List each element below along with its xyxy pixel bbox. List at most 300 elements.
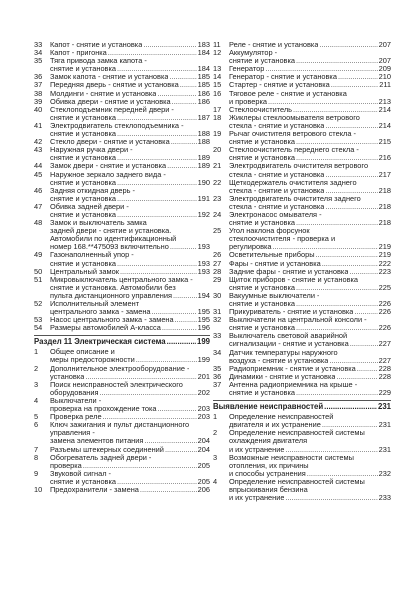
toc-entry xyxy=(213,41,391,49)
entry-number: 40 xyxy=(34,104,43,114)
toc-entry xyxy=(213,90,391,106)
dot-leader xyxy=(296,284,378,292)
toc-entry xyxy=(34,81,210,89)
entry-title: Щиток приборов - снятие и установка xyxy=(229,275,359,284)
dot-leader xyxy=(325,187,377,195)
entry-number: 51 xyxy=(34,274,43,284)
entry-title: Аккумулятор - xyxy=(229,49,278,58)
entry-title: Тяговое реле - снятие и установка xyxy=(229,89,347,98)
entry-page: 227 xyxy=(378,339,391,349)
entry-title: Разъемы штекерных соединений xyxy=(50,445,164,454)
dot-leader xyxy=(180,81,197,89)
toc-entry xyxy=(34,316,210,324)
toc-entry xyxy=(34,381,210,397)
entry-page: 222 xyxy=(378,258,391,268)
entry-title: снятие и установка xyxy=(229,219,295,228)
entry-title: Насос центрального замка - замена xyxy=(50,316,174,325)
dot-leader xyxy=(265,65,377,73)
toc-entry xyxy=(34,470,210,486)
entry-number: 17 xyxy=(213,104,222,114)
dot-leader xyxy=(268,98,378,106)
entry-title: Капот - пригонка xyxy=(50,49,107,58)
toc-entry xyxy=(213,268,391,276)
entry-number: 2 xyxy=(213,428,218,438)
entry-page: 223 xyxy=(378,266,391,276)
entry-title: управления - xyxy=(50,429,95,438)
entry-title: Дополнительное электрооборудование - xyxy=(50,364,190,373)
entry-page: 195 xyxy=(197,315,210,325)
entry-page: 186 xyxy=(197,88,210,98)
entry-number: 50 xyxy=(34,266,43,276)
entry-title: снятие и установка xyxy=(229,300,295,308)
entry-title: Определение неисправностей xyxy=(229,413,334,422)
entry-number: 27 xyxy=(213,258,222,268)
entry-number: 8 xyxy=(34,452,39,462)
dot-leader xyxy=(83,462,197,470)
entry-title: Капот - снятие и установка xyxy=(50,41,143,49)
entry-number: 37 xyxy=(34,80,43,90)
entry-title: Определение неисправностей системы xyxy=(229,429,365,438)
entry-page: 209 xyxy=(378,64,391,74)
dot-leader xyxy=(117,478,197,486)
entry-title: снятие и установка xyxy=(50,65,116,74)
entry-number: 35 xyxy=(213,363,222,373)
entry-title: Электронасос омывателя - xyxy=(229,210,322,219)
entry-title: впрыскивания бензина xyxy=(229,485,308,494)
toc-entry xyxy=(213,413,391,429)
dot-leader xyxy=(354,308,377,316)
toc-entry xyxy=(213,308,391,316)
entry-number: 54 xyxy=(34,323,43,333)
toc-entry xyxy=(213,365,391,373)
entry-page: 193 xyxy=(197,242,210,252)
entry-page: 196 xyxy=(197,323,210,333)
entry-number: 53 xyxy=(34,315,43,325)
entry-title: воздуха - снятие и установка xyxy=(229,356,329,365)
entry-page: 190 xyxy=(197,177,210,187)
entry-title: снятие и установка xyxy=(50,178,116,187)
toc-entry xyxy=(34,49,210,57)
dot-leader xyxy=(117,154,197,162)
entry-title: Генератор xyxy=(229,65,265,74)
entry-page: 205 xyxy=(197,460,210,470)
entry-title: Возможные неисправности системы xyxy=(229,453,354,462)
entry-page: 184 xyxy=(197,48,210,58)
entry-title: Центральный замок xyxy=(50,267,119,276)
entry-title: и способы устранения xyxy=(229,469,306,478)
dot-leader xyxy=(140,486,197,494)
toc-entry xyxy=(213,292,391,308)
entry-title: снятие и установка xyxy=(229,57,295,66)
entry-number: 6 xyxy=(34,420,39,430)
entry-page: 202 xyxy=(197,387,210,397)
toc-list xyxy=(213,413,391,502)
entry-title: Генератор - снятие и установка xyxy=(229,73,337,82)
entry-page: 192 xyxy=(197,209,210,219)
toc-entry xyxy=(34,365,210,381)
entry-title: Передняя дверь - снятие и установка xyxy=(50,81,179,90)
entry-title: проверка xyxy=(50,461,82,470)
entry-title: Электродвигатель очистителя ветрового xyxy=(229,162,369,171)
entry-title: снятие и установка xyxy=(229,283,295,292)
toc-entry xyxy=(34,421,210,445)
dot-leader xyxy=(162,324,197,332)
toc-entry xyxy=(213,478,391,502)
entry-number: 48 xyxy=(34,218,43,228)
entry-page: 228 xyxy=(378,371,391,381)
entry-number: 22 xyxy=(213,177,222,187)
entry-number: 15 xyxy=(213,80,222,90)
entry-page: 218 xyxy=(378,201,391,211)
entry-title: Стеклоочиститель переднего стекла - xyxy=(229,146,359,155)
dot-leader xyxy=(158,405,197,413)
entry-page: 207 xyxy=(378,40,391,49)
toc-entry xyxy=(213,454,391,478)
entry-number: 49 xyxy=(34,250,43,260)
entry-number: 36 xyxy=(34,72,43,82)
entry-number: 5 xyxy=(34,412,39,422)
entry-page: 211 xyxy=(379,80,391,90)
entry-page: 225 xyxy=(378,282,391,292)
toc-entry xyxy=(34,268,210,276)
entry-title: снятие и установка. Автомобили без xyxy=(50,283,176,292)
entry-title: Датчик температуры наружного xyxy=(229,348,338,357)
entry-title: Стартер - снятие и установка xyxy=(229,81,330,90)
entry-title: отопления, их причины xyxy=(229,461,309,470)
entry-page: 183 xyxy=(197,40,210,49)
entry-title: центрального замка - замена xyxy=(50,308,151,317)
entry-page: 205 xyxy=(197,476,210,486)
section-page: 199 xyxy=(196,337,210,347)
dot-leader xyxy=(117,130,197,138)
toc-entry xyxy=(34,138,210,146)
entry-title: Фары - снятие и установка xyxy=(229,259,321,268)
entry-title: Поиск неисправностей электрического xyxy=(50,380,183,389)
entry-title: снятие и установка xyxy=(229,138,295,147)
entry-title: двигателя и их устранение xyxy=(229,421,321,430)
toc-list xyxy=(34,348,210,494)
entry-title: стекла - снятие и установка xyxy=(229,121,325,130)
entry-number: 47 xyxy=(34,201,43,211)
entry-number: 36 xyxy=(213,371,222,381)
entry-title: Реле - снятие и установка xyxy=(229,41,319,49)
entry-number: 41 xyxy=(34,120,43,130)
entry-title: и их устранение xyxy=(229,445,285,454)
entry-page: 191 xyxy=(197,193,210,203)
toc-entry xyxy=(213,251,391,259)
entry-title: снятие и установка xyxy=(229,154,295,163)
entry-number: 13 xyxy=(213,64,222,74)
entry-page: 231 xyxy=(378,420,391,430)
entry-title: задней двери - снятие и установка. xyxy=(50,227,172,236)
dot-leader xyxy=(331,81,378,89)
toc-entry xyxy=(213,349,391,365)
entry-number: 3 xyxy=(34,379,39,389)
entry-page: 232 xyxy=(378,468,391,478)
toc-entry xyxy=(34,397,210,413)
entry-number: 4 xyxy=(213,476,218,486)
toc-entry xyxy=(213,65,391,73)
entry-title: замена элементов питания xyxy=(50,437,144,446)
entry-title: снятие и установка xyxy=(50,477,116,486)
entry-title: снятие и установка xyxy=(229,324,295,333)
entry-number: 7 xyxy=(34,444,39,454)
dot-leader xyxy=(100,389,197,397)
entry-page: 201 xyxy=(197,371,210,381)
toc-entry xyxy=(34,41,210,49)
entry-title: Обогреватель задней двери - xyxy=(50,453,152,462)
section-page: 231 xyxy=(377,402,391,412)
entry-page: 206 xyxy=(197,484,210,494)
entry-page: 193 xyxy=(197,258,210,268)
toc-entry xyxy=(213,227,391,251)
entry-title: Определение неисправностей системы xyxy=(229,477,365,486)
entry-page: 188 xyxy=(197,129,210,139)
toc-entry xyxy=(213,49,391,65)
dot-leader xyxy=(117,260,197,268)
entry-number: 18 xyxy=(213,112,222,122)
dot-leader xyxy=(325,171,377,179)
entry-page: 215 xyxy=(378,137,391,147)
entry-number: 44 xyxy=(34,161,43,171)
entry-title: Проверка реле xyxy=(50,413,102,422)
entry-page: 214 xyxy=(378,104,391,114)
section-title: Выявление неисправностей xyxy=(213,402,324,412)
entry-title: Замок и выключатель замка xyxy=(50,219,147,228)
entry-page: 233 xyxy=(378,493,391,503)
entry-number: 23 xyxy=(213,193,222,203)
entry-number: 25 xyxy=(213,226,222,236)
entry-title: Антенна радиоприемника на крыше - xyxy=(229,380,358,389)
entry-title: стеклоочистителя - проверка и xyxy=(229,235,336,244)
dot-leader xyxy=(285,494,377,502)
entry-title: стекла - снятие и установка xyxy=(229,202,325,211)
entry-page: 184 xyxy=(197,64,210,74)
dot-leader xyxy=(165,446,197,454)
dot-leader xyxy=(296,154,378,162)
toc-entry xyxy=(34,146,210,162)
toc-entry xyxy=(34,90,210,98)
entry-number: 34 xyxy=(34,48,43,58)
dot-leader xyxy=(117,65,197,73)
dot-leader xyxy=(349,268,377,276)
entry-page: 204 xyxy=(197,444,210,454)
toc-left-column xyxy=(34,41,210,494)
entry-number: 3 xyxy=(213,452,218,462)
entry-title: стекла - снятие и установка xyxy=(229,186,325,195)
entry-page: 219 xyxy=(378,242,391,252)
entry-title: снятие и установка xyxy=(229,389,295,398)
entry-page: 203 xyxy=(197,412,210,422)
entry-page: 186 xyxy=(197,96,210,106)
entry-title: снятие и установка xyxy=(50,194,116,203)
entry-title: стекла - снятие и установка xyxy=(229,170,325,179)
entry-title: установка xyxy=(50,372,85,381)
toc-entry xyxy=(34,162,210,170)
toc-entry xyxy=(34,486,210,494)
entry-number: 28 xyxy=(213,266,222,276)
entry-title: Тяга привода замка капота - xyxy=(50,57,147,66)
entry-number: 24 xyxy=(213,209,222,219)
dot-leader xyxy=(144,437,196,445)
toc-right-column xyxy=(213,41,391,502)
toc-entry xyxy=(213,179,391,195)
toc-entry xyxy=(213,429,391,453)
dot-leader xyxy=(338,73,378,81)
dot-leader xyxy=(357,365,378,373)
entry-number: 37 xyxy=(213,379,222,389)
entry-number: 9 xyxy=(34,468,39,478)
entry-title: Электродвигатель стеклоподъемника - xyxy=(50,121,184,130)
dot-leader xyxy=(273,243,378,251)
entry-number: 26 xyxy=(213,250,222,260)
dot-leader xyxy=(336,373,377,381)
entry-page: 229 xyxy=(378,388,391,398)
entry-page: 193 xyxy=(197,266,210,276)
entry-number: 43 xyxy=(34,145,43,155)
dot-leader xyxy=(108,49,197,57)
entry-number: 10 xyxy=(34,484,43,494)
entry-page: 231 xyxy=(378,444,391,454)
entry-number: 20 xyxy=(213,145,222,155)
entry-number: 45 xyxy=(34,169,43,179)
entry-number: 29 xyxy=(213,274,222,284)
entry-title: и проверка xyxy=(229,97,267,106)
toc-entry xyxy=(213,332,391,348)
entry-title: Выключатель световой аварийной xyxy=(229,332,348,341)
dot-leader xyxy=(322,260,378,268)
entry-page: 213 xyxy=(378,96,391,106)
entry-title: Предохранители - замена xyxy=(50,485,139,494)
entry-number: 33 xyxy=(34,40,43,49)
dot-leader xyxy=(103,413,197,421)
entry-title: Стекло двери - снятие и установка xyxy=(50,138,170,147)
entry-title: Стеклоочиститель xyxy=(229,105,293,114)
entry-title: Обивка двери - снятие и установка xyxy=(50,97,171,106)
entry-title: Прикуриватель - снятие и установка xyxy=(229,308,354,317)
entry-title: Ключ зажигания и пульт дистанционного xyxy=(50,421,190,430)
dot-leader xyxy=(171,138,197,146)
dot-leader xyxy=(296,300,378,308)
entry-number: 19 xyxy=(213,129,222,139)
entry-title: номер 168.**475093 включительно xyxy=(50,243,169,252)
toc-entry xyxy=(34,454,210,470)
toc-entry xyxy=(213,81,391,89)
entry-number: 14 xyxy=(213,72,222,82)
section-heading xyxy=(34,335,210,346)
entry-title: регулировка xyxy=(229,243,272,252)
entry-title: проверка на прохождение тока xyxy=(50,405,157,414)
entry-page: 199 xyxy=(197,355,210,365)
entry-title: Осветительные приборы xyxy=(229,251,315,260)
dot-leader xyxy=(296,138,378,146)
dot-leader xyxy=(293,106,378,114)
dot-leader xyxy=(167,162,197,170)
entry-title: Рычаг очистителя ветрового стекла - xyxy=(229,130,356,139)
entry-title: оборудования xyxy=(50,388,99,397)
entry-page: 228 xyxy=(378,363,391,373)
toc-entry xyxy=(34,348,210,364)
entry-number: 31 xyxy=(213,307,222,317)
dot-leader xyxy=(296,219,378,227)
toc-entry xyxy=(34,413,210,421)
entry-title: Микровыключатель центрального замка - xyxy=(50,275,193,284)
toc-entry xyxy=(34,98,210,106)
entry-title: Электродвигатель очистителя заднего xyxy=(229,194,361,203)
entry-page: 185 xyxy=(197,80,210,90)
entry-title: Выключатели на центральной консоли - xyxy=(229,316,367,325)
dot-leader xyxy=(117,195,197,203)
entry-page: 218 xyxy=(378,185,391,195)
entry-page: 194 xyxy=(197,290,210,300)
toc-entry xyxy=(34,57,210,73)
dot-leader xyxy=(117,114,197,122)
toc-entry xyxy=(34,203,210,219)
entry-page: 188 xyxy=(197,137,210,147)
section-title: Раздел 11 Электрическая система xyxy=(34,337,166,347)
entry-page: 226 xyxy=(378,299,391,308)
toc-entry xyxy=(213,114,391,130)
entry-title: Общее описание и xyxy=(50,348,115,357)
toc-entry xyxy=(213,146,391,162)
entry-page: 207 xyxy=(378,56,391,66)
entry-title: Угол наклона форсунок xyxy=(229,227,310,236)
entry-number: 1 xyxy=(34,347,39,357)
entry-number: 16 xyxy=(213,88,222,98)
dot-leader xyxy=(307,470,378,478)
entry-number: 34 xyxy=(213,347,222,357)
entry-page: 226 xyxy=(378,323,391,333)
entry-title: Наружное зеркало заднего вида - xyxy=(50,170,166,179)
dot-leader xyxy=(296,324,378,332)
dot-leader xyxy=(152,308,197,316)
entry-title: Задняя откидная дверь - xyxy=(50,186,136,195)
entry-number: 35 xyxy=(34,56,43,66)
entry-page: 216 xyxy=(378,153,391,163)
dot-leader xyxy=(325,122,377,130)
dot-leader xyxy=(285,446,377,454)
dot-leader xyxy=(157,90,196,98)
entry-page: 185 xyxy=(197,72,210,82)
entry-page: 195 xyxy=(197,307,210,317)
toc-entry xyxy=(213,211,391,227)
dot-leader xyxy=(296,389,378,397)
entry-title: меры предосторожности xyxy=(50,356,135,365)
entry-title: Наружная ручка двери - xyxy=(50,146,133,155)
entry-title: Задние фары - снятие и установка xyxy=(229,267,349,276)
entry-title: снятие и установка xyxy=(50,130,116,139)
entry-title: Автомобили по идентификационный xyxy=(50,235,177,244)
entry-title: Звуковой сигнал - xyxy=(50,469,112,478)
toc-entry xyxy=(34,300,210,316)
entry-title: охлаждения двигателя xyxy=(229,437,308,446)
entry-title: и их устранение xyxy=(229,494,285,503)
entry-title: Динамики - снятие и установка xyxy=(229,372,336,381)
entry-title: сигнализации - снятие и установка xyxy=(229,340,349,349)
toc-entry xyxy=(213,260,391,268)
toc-entry xyxy=(34,276,210,300)
dot-leader xyxy=(316,251,378,259)
dot-leader xyxy=(325,203,377,211)
entry-page: 227 xyxy=(378,355,391,365)
toc-entry xyxy=(213,162,391,178)
dot-leader xyxy=(117,211,197,219)
entry-title: пульта дистанционного управления xyxy=(50,291,172,300)
dot-leader xyxy=(173,292,197,300)
entry-title: Выключатели - xyxy=(50,396,102,405)
entry-number: 39 xyxy=(34,96,43,106)
toc-entry xyxy=(213,373,391,381)
